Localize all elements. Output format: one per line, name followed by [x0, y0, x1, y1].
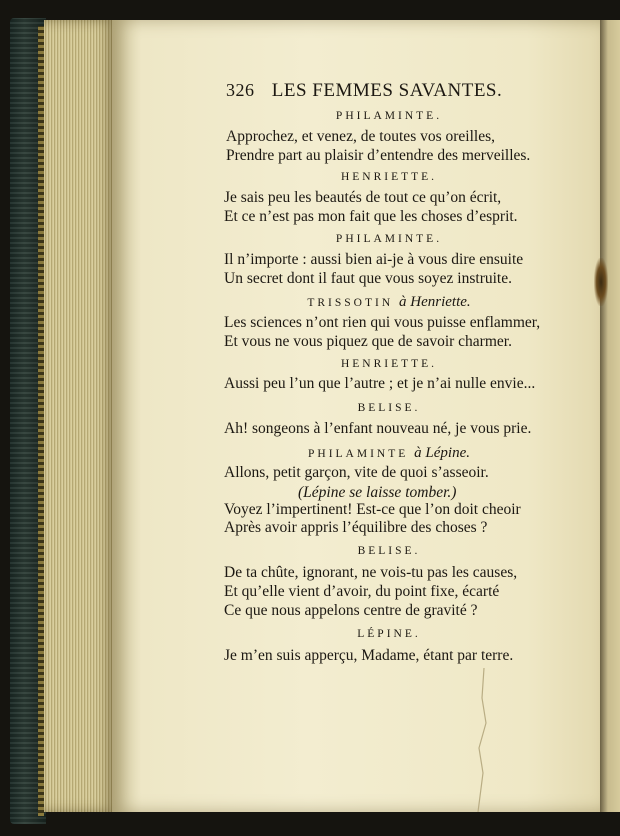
speaker-name: TRISSOTIN à Henriette.: [307, 294, 471, 310]
page-number: 326: [226, 80, 255, 100]
verse-line: Voyez l’impertinent! Est-ce que l’on doit cheoir: [224, 501, 521, 518]
speaker-name: PHILAMINTE.: [335, 233, 443, 245]
running-header: [226, 80, 502, 102]
verse-line: Ah! songeons à l’enfant nouveau né, je vous prie.: [224, 420, 532, 437]
page-stain: [594, 258, 608, 306]
stage-addressee: à Lépine.: [414, 445, 470, 461]
verse-line: Les sciences n’ont rien qui vous puisse enflammer,: [224, 314, 541, 331]
adjacent-page-edge: [600, 20, 620, 812]
speaker-name: HENRIETTE.: [340, 358, 438, 370]
verse-line: Je m’en suis apperçu, Madame, étant par terre.: [224, 647, 514, 664]
verse-line: Après avoir appris l’équilibre des choses ?: [224, 519, 488, 536]
speaker-name: PHILAMINTE à Lépine.: [308, 445, 470, 461]
speaker-name: PHILAMINTE.: [335, 110, 443, 122]
verse-line: Et ce n’est pas mon fait que les choses d’esprit.: [224, 208, 518, 225]
verse-line: De ta chûte, ignorant, ne vois-tu pas les causes,: [224, 564, 518, 581]
verse-line: Et vous ne vous piquez que de savoir charmer.: [224, 333, 512, 350]
speaker-name: BELISE.: [357, 402, 421, 414]
verse-line: Allons, petit garçon, vite de quoi s’asseoir.: [224, 464, 489, 481]
speaker-name: BELISE.: [357, 545, 421, 557]
stage-direction: (Lépine se laisse tomber.): [298, 484, 457, 501]
speaker-name: HENRIETTE.: [340, 171, 438, 183]
page-crack: [470, 668, 500, 812]
verse-line: Je sais peu les beautés de tout ce qu’on écrit,: [224, 189, 502, 206]
verse-line: Aussi peu l’un que l’autre ; et je n’ai nulle envie...: [224, 375, 536, 392]
verse-line: Un secret dont il faut que vous soyez instruite.: [224, 270, 512, 287]
verse-line: Approchez, et venez, de toutes vos oreilles,: [226, 128, 496, 145]
running-title: LES FEMMES SAVANTES.: [271, 80, 503, 101]
speaker-name: LÉPINE.: [357, 628, 421, 640]
verse-line: Ce que nous appelons centre de gravité ?: [224, 602, 478, 619]
verse-line: Et qu’elle vient d’avoir, du point fixe, écarté: [224, 583, 500, 600]
verse-line: Il n’importe : aussi bien ai-je à vous dire ensuite: [224, 251, 524, 268]
page-edges: [44, 20, 116, 812]
verse-line: Prendre part au plaisir d’entendre des merveilles.: [226, 147, 531, 164]
stage-addressee: à Henriette.: [399, 294, 471, 310]
